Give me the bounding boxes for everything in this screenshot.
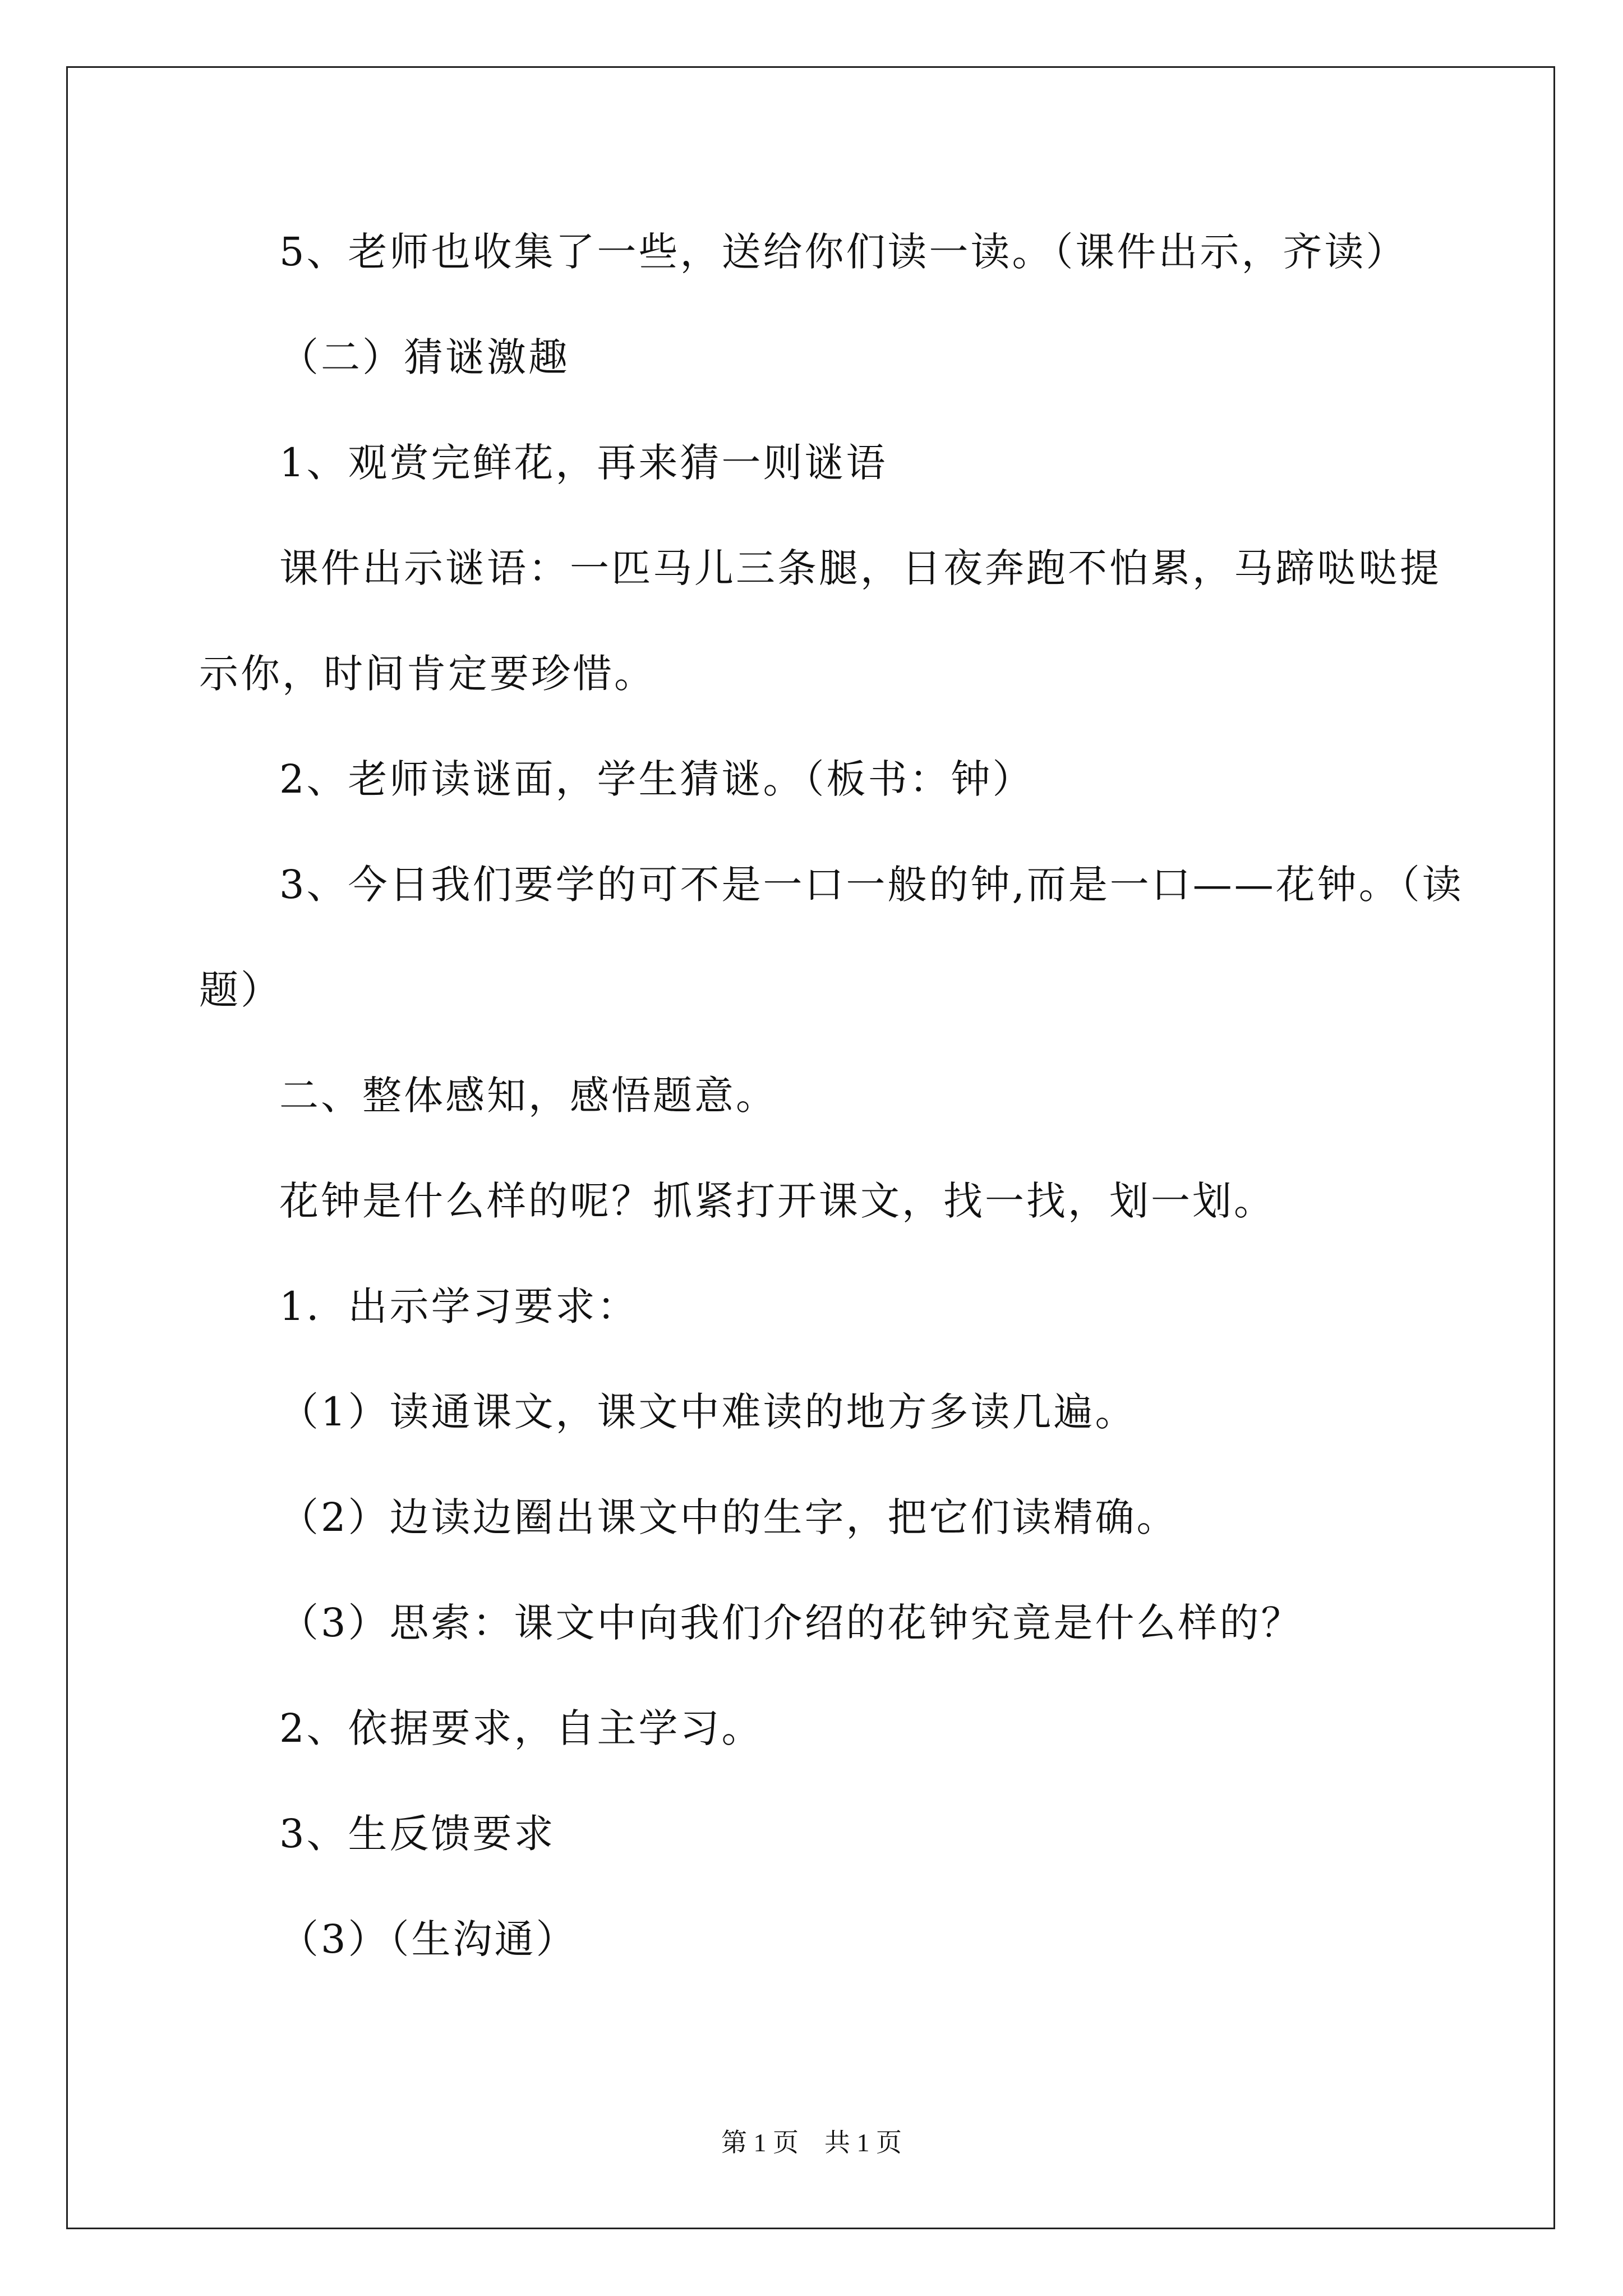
paragraph-line: 3、今日我们要学的可不是一口一般的钟,而是一口——花钟。（读: [279, 862, 1464, 908]
paragraph-line: 5、老师也收集了一些，送给你们读一读。（课件出示，齐读）: [279, 229, 1408, 275]
paragraph-line: 1、观赏完鲜花，再来猜一则谜语: [279, 440, 888, 486]
paragraph-line: 课件出示谜语：一匹马儿三条腿，日夜奔跑不怕累，马蹄哒哒提: [279, 545, 1441, 591]
list-item: （2）边读边圈出课文中的生字，把它们读精确。: [279, 1494, 1178, 1540]
page-footer: 第 1 页 共 1 页: [721, 2128, 902, 2157]
section-heading: 二、整体感知，感悟题意。: [279, 1073, 777, 1119]
section-heading: （二）猜谜激趣: [279, 334, 570, 380]
paragraph-line: 示你，时间肯定要珍惜。: [199, 651, 656, 697]
page-border: [66, 66, 1555, 2229]
list-item: （1）读通课文，课文中难读的地方多读几遍。: [279, 1389, 1137, 1435]
paragraph-line: 2、老师读谜面，学生猜谜。（板书：钟）: [279, 756, 1034, 802]
list-item: （3）思索：课文中向我们介绍的花钟究竟是什么样的？: [279, 1600, 1303, 1646]
paragraph-line: 花钟是什么样的呢？抓紧打开课文，找一找，划一划。: [279, 1178, 1275, 1224]
list-item: （3）（生沟通）: [279, 1916, 578, 1962]
paragraph-line: 3、生反馈要求: [279, 1811, 556, 1857]
paragraph-line: 1．出示学习要求：: [279, 1283, 639, 1329]
paragraph-line: 2、依据要求，自主学习。: [279, 1705, 763, 1751]
paragraph-line: 题）: [199, 967, 282, 1013]
